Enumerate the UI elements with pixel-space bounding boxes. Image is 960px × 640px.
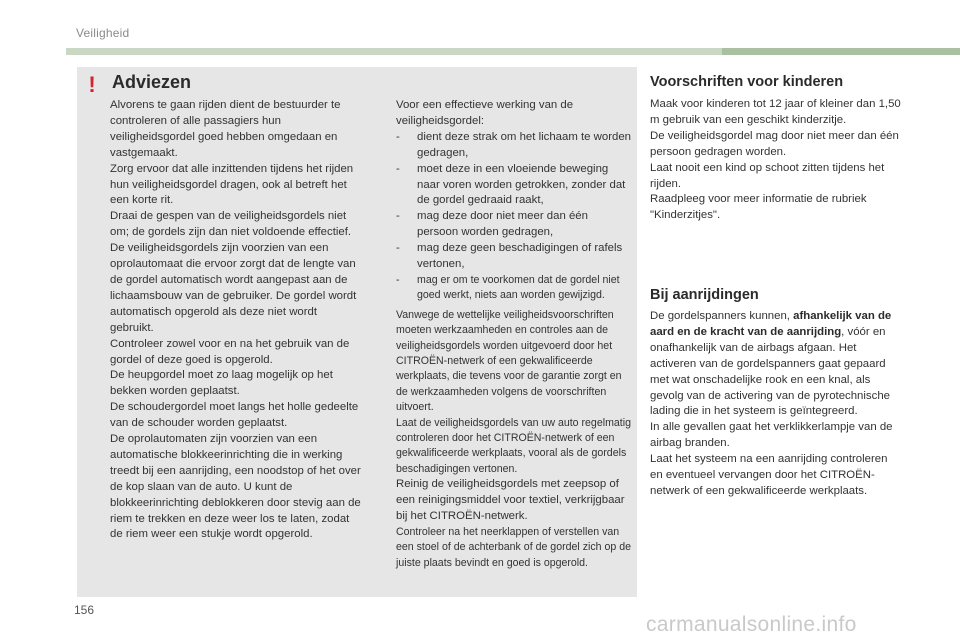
advice-column-2	[396, 98, 632, 571]
section-label: Veiligheid	[76, 26, 130, 40]
advice-paragraph: Controleer zowel voor en na het gebruik van de gordel of deze goed is opgerold.	[110, 337, 350, 366]
advice-column-1	[110, 98, 362, 543]
list-item	[396, 130, 632, 162]
dash-marker: -	[396, 162, 400, 175]
dash-marker: -	[396, 273, 400, 286]
heading-children: Voorschriften voor kinderen	[650, 74, 844, 90]
list-item-text: moet deze in een vloeiende beweging naar voren worden getrokken, zonder dat de gordel gedraaid raakt,	[417, 162, 626, 207]
dash-marker: -	[396, 130, 400, 143]
advice-paragraph: Laat de veiligheidsgordels van uw auto regelmatig controleren door het CITROËN-netwerk of een gekwalificeerde werkplaats, vooral als de gordels beschadigingen vertonen.	[396, 416, 631, 475]
list-item	[396, 241, 632, 273]
children-paragraph: De veiligheidsgordel mag door niet meer dan één persoon gedragen worden.	[650, 129, 899, 158]
list-item-text: mag deze geen beschadigingen of rafels vertonen,	[417, 242, 623, 271]
collisions-text: De gordelspanners kunnen,	[650, 310, 794, 322]
children-paragraph: Laat nooit een kind op schoot zitten tijdens het rijden.	[650, 161, 885, 190]
children-paragraph: Maak voor kinderen tot 12 jaar of kleiner dan 1,50 m gebruik van een geschikt kinderzitje.	[650, 98, 901, 126]
watermark: carmanualsonline.info	[646, 613, 857, 636]
list-item-text: mag deze door niet meer dan één persoon worden gedragen,	[417, 210, 588, 239]
collisions-paragraph: Laat het systeem na een aanrijding controleren en eventueel vervangen door het CITROËN-netwerk of een gekwalificeerde werkplaats.	[650, 453, 888, 497]
exclamation-warning-icon: !	[88, 72, 96, 97]
children-paragraph: Raadpleeg voor meer informatie de rubriek "Kinderzitjes".	[650, 193, 867, 222]
panel-title: Adviezen	[112, 72, 192, 92]
list-item	[396, 209, 632, 241]
advice-paragraph: De veiligheidsgordels zijn voorzien van een oprolautomaat die ervoor zorgt dat de lengte van de gordel automatisch wordt aangepast aan de lichaamsbouw van de gebruiker. De gordel wordt automatisch opgerold als deze niet wordt gebruikt.	[110, 242, 357, 334]
children-section	[650, 97, 902, 224]
advice-paragraph: De heupgordel moet zo laag mogelijk op het bekken worden geplaatst.	[110, 369, 333, 398]
page-number: 156	[74, 603, 95, 617]
collisions-emphasis: afhankelijk van de aard en de kracht van de aanrijding	[650, 310, 892, 338]
collisions-section	[650, 309, 902, 500]
advice-paragraph: Alvorens te gaan rijden dient de bestuurder te controleren of alle passagiers hun veiligheidsgordel goed hebben omgedaan en vastgemaakt.	[110, 99, 341, 159]
collisions-paragraph	[650, 309, 902, 420]
advice-paragraph: Draai de gespen van de veiligheidsgordels niet om; de gordels zijn dan niet voldoende effectief.	[110, 210, 352, 239]
advice-paragraph: Controleer na het neerklappen of verstellen van een stoel of de achterbank of de gordel zich op de juiste plaats bevindt en goed is opgerold.	[396, 525, 631, 569]
advice-paragraph: De schoudergordel moet langs het holle gedeelte van de schouder worden geplaatst.	[110, 401, 359, 430]
requirements-list	[396, 130, 632, 304]
advice-paragraph: Zorg ervoor dat alle inzittenden tijdens het rijden hun veiligheidsgordel dragen, ook al betreft het een korte rit.	[110, 162, 354, 207]
bullets-intro: Voor een effectieve werking van de veiligheidsgordel:	[396, 99, 574, 127]
advice-paragraph: Reinig de veiligheidsgordels met zeepsop of een reinigingsmiddel voor textiel, verkrijgbaar bij het CITROËN-netwerk.	[396, 478, 625, 523]
header-bar	[66, 48, 960, 55]
dash-marker: -	[396, 242, 400, 255]
list-item-text: mag er om te voorkomen dat de gordel niet goed werkt, niets aan worden gewijzigd.	[417, 273, 620, 302]
list-item	[396, 162, 632, 210]
collisions-text: , vóór en onafhankelijk van de airbags afgaan. Het activeren van de gordelspanners gaat gepaard met wat onschadelijke rook en een knal, als gevolg van de activering van de pyrotechnische lading die in het systeem is geïntegreerd.	[650, 325, 890, 418]
collisions-paragraph: In alle gevallen gaat het verklikkerlampje van de airbag branden.	[650, 421, 893, 450]
dash-marker: -	[396, 210, 400, 223]
heading-collisions: Bij aanrijdingen	[650, 287, 759, 303]
advice-paragraph: De oprolautomaten zijn voorzien van een automatische blokkeerinrichting die in werking treedt bij een aanrijding, een noodstop of het over de kop slaan van de auto. U kunt de blokkeerinrichting deblokkeren door stevig aan de riem te trekken en deze weer los te laten, zodat de riem weer een stukje wordt opgerold.	[110, 433, 361, 541]
header-bar-accent	[722, 48, 960, 55]
advice-paragraph: Vanwege de wettelijke veiligheidsvoorschriften moeten werkzaamheden en controles aan de veiligheidsgordels worden uitgevoerd door het CITROËN-netwerk of een gekwalificeerde werkplaats, die tevens voor de garantie zorgt en de werkzaamheden volgens de voorschriften uitvoert.	[396, 308, 622, 414]
list-item	[396, 273, 632, 304]
list-item-text: dient deze strak om het lichaam te worden gedragen,	[417, 130, 632, 159]
